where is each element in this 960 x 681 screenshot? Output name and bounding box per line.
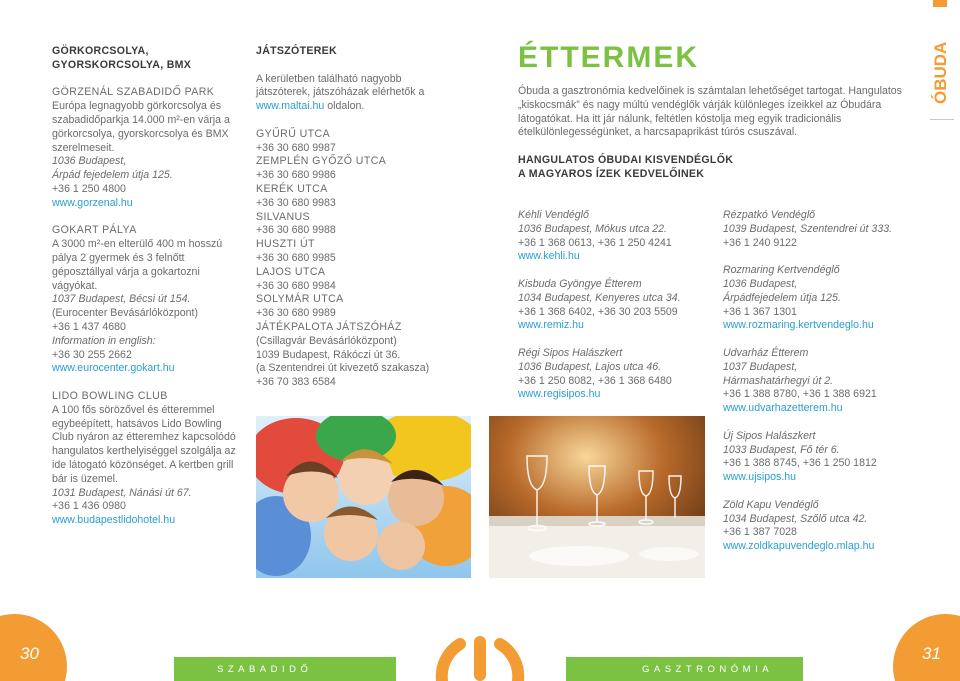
page-number-left: 30	[20, 644, 39, 663]
restaurant-phone: +36 1 368 6402, +36 30 203 5509	[518, 305, 678, 318]
restaurant-name: Új Sipos Halászkert	[723, 429, 816, 442]
playgrounds-intro-text: A kerületben található nagyobb játszóterek, játszóházak elérhetők a	[256, 72, 425, 99]
playgrounds-column	[256, 45, 446, 390]
playgrounds-intro-suffix: oldalon.	[327, 100, 365, 113]
playground-phone: +36 30 680 9989	[256, 307, 336, 320]
restaurant-address-2: Árpádfejedelem útja 125.	[723, 291, 841, 304]
obuda-brand-logo	[926, 36, 954, 106]
playhouse-phone: +36 70 383 6584	[256, 376, 336, 389]
restaurant-phone: +36 1 387 7028	[723, 526, 797, 539]
restaurant-address: 1034 Budapest, Kenyeres utca 34.	[518, 291, 681, 304]
gorzenal-phone: +36 1 250 4800	[52, 182, 126, 195]
playground-name: KERÉK UTCA	[256, 182, 328, 195]
restaurant-address: 1036 Budapest,	[723, 277, 798, 290]
subtitle-line-2: A MAGYAROS ÍZEK KEDVELŐINEK	[518, 167, 705, 180]
gokart-address: 1037 Budapest, Bécsi út 154.	[52, 293, 191, 306]
lido-address: 1031 Budapest, Nánási út 67.	[52, 486, 192, 499]
restaurant-web-link[interactable]: www.remiz.hu	[518, 319, 584, 332]
top-accent-tab	[933, 0, 947, 7]
gokart-info-label: Information in english:	[52, 334, 156, 347]
playground-phone: +36 30 680 9986	[256, 169, 336, 182]
venue-gorzenal: GÖRZENÁL SZABADIDŐ PARK	[52, 86, 215, 99]
restaurant-photo	[489, 416, 705, 578]
playground-phone: +36 30 680 9987	[256, 141, 336, 154]
page-number-right: 31	[922, 644, 941, 663]
restaurant-web-link[interactable]: www.ujsipos.hu	[723, 471, 797, 484]
restaurant-web-link[interactable]: www.kehli.hu	[518, 250, 580, 263]
children-photo	[256, 416, 471, 578]
restaurant-phone: +36 1 250 8082, +36 1 368 6480	[518, 374, 672, 387]
lido-web-link[interactable]: www.budapestlidohotel.hu	[52, 514, 176, 527]
brand-text: ÓBUDA	[931, 41, 950, 104]
gokart-phone: +36 1 437 4680	[52, 320, 126, 333]
playground-phone: +36 30 680 9988	[256, 224, 336, 237]
gokart-web-link[interactable]: www.eurocenter.gokart.hu	[52, 362, 175, 375]
playhouse-name: JÁTÉKPALOTA JÁTSZÓHÁZ	[256, 320, 402, 333]
restaurant-address: 1037 Budapest,	[723, 360, 798, 373]
restaurant-web-link[interactable]: www.zoldkapuvendeglo.mlap.hu	[723, 540, 875, 553]
playground-name: GYŰRŰ UTCA	[256, 127, 331, 140]
restaurant-phone: +36 1 388 8745, +36 1 250 1812	[723, 457, 877, 470]
section-title-playgrounds: JÁTSZÓTEREK	[256, 45, 337, 57]
playgrounds-intro	[256, 73, 446, 114]
gorzenal-address-2: Árpád fejedelem útja 125.	[52, 169, 173, 182]
restaurant-name: Régi Sipos Halászkert	[518, 346, 623, 359]
footer-label-gastronomy: GASZTRONÓMIA	[642, 664, 774, 675]
restaurant-name: Kisbuda Gyöngye Étterem	[518, 277, 642, 290]
restaurant-name: Udvarház Étterem	[723, 346, 809, 359]
restaurant-name: Rozmaring Kertvendéglő	[723, 264, 840, 277]
intro-paragraph: Óbuda a gasztronómia kedvelőinek is számtalan lehetőséget tartogat. Hangulatos „kiskocsmák” és nagy múltú vendéglők várják különleges ízeikkel az Óbudára látogatókat. Ha itt jár nálunk, feltétlen kóstolja meg egyik tradicionális ételkülönlegességünket, a harcsapaprikást túrós csuszával.	[518, 85, 902, 139]
restaurants-list-right	[723, 209, 908, 554]
gokart-description: A 3000 m²-en elterülő 400 m hosszú pálya 2 gyermek és 3 felnőtt géposztállyal várja a gokartozni vágyókat.	[52, 238, 223, 292]
lido-phone: +36 1 436 0980	[52, 500, 126, 513]
restaurant-name: Rézpatkó Vendéglő	[723, 209, 816, 221]
playground-name: SOLYMÁR UTCA	[256, 293, 344, 306]
gorzenal-web-link[interactable]: www.gorzenal.hu	[52, 196, 133, 209]
restaurant-web-link[interactable]: www.regisipos.hu	[518, 388, 601, 401]
restaurant-phone: +36 1 367 1301	[723, 305, 797, 318]
venue-gokart: GOKART PÁLYA	[52, 224, 137, 237]
brand-divider	[930, 119, 954, 120]
playhouse-address: 1039 Budapest, Rákóczi út 36.	[256, 348, 401, 361]
playground-name: ZEMPLÉN GYŐZŐ UTCA	[256, 155, 387, 168]
restaurants-intro	[518, 85, 903, 140]
restaurants-subtitle	[518, 154, 903, 182]
restaurant-address: 1036 Budapest, Mókus utca 22.	[518, 222, 668, 235]
playground-name: LAJOS UTCA	[256, 265, 326, 278]
restaurant-phone: +36 1 388 8780, +36 1 388 6921	[723, 388, 877, 401]
gorzenal-address-1: 1036 Budapest,	[52, 155, 127, 168]
page-title-restaurants: ÉTTERMEK	[518, 41, 699, 74]
playground-name: SILVANUS	[256, 210, 311, 223]
restaurant-name: Zöld Kapu Vendéglő	[723, 498, 819, 511]
restaurant-name: Kéhli Vendéglő	[518, 209, 589, 221]
gorzenal-description: Európa legnagyobb görkorcsolya és szabadidőparkja 14.000 m²-en várja a görkorcsolya, gyorskorcsolya és BMX szerelmeseit.	[52, 100, 230, 154]
sports-column	[52, 45, 238, 528]
restaurant-address: 1034 Budapest, Szőlő utca 42.	[723, 512, 868, 525]
playground-phone: +36 30 680 9983	[256, 196, 336, 209]
restaurant-address-2: Hármashatárhegyi út 2.	[723, 374, 834, 387]
obuda-emblem-icon	[430, 632, 530, 681]
playhouse-note: (Csillagvár Bevásárlóközpont)	[256, 334, 397, 347]
gokart-note: (Eurocenter Bevásárlóközpont)	[52, 307, 199, 320]
restaurants-list-left	[518, 209, 713, 402]
footer-label-leisure: SZABADIDŐ	[217, 664, 313, 675]
playground-name: HUSZTI ÚT	[256, 238, 315, 251]
playground-phone: +36 30 680 9984	[256, 279, 336, 292]
restaurant-web-link[interactable]: www.udvarhazetterem.hu	[723, 402, 843, 415]
restaurant-address: 1033 Budapest, Fő tér 6.	[723, 443, 840, 456]
gokart-info-phone: +36 30 255 2662	[52, 348, 132, 361]
restaurant-address: 1036 Budapest, Lajos utca 46.	[518, 360, 662, 373]
restaurant-web-link[interactable]: www.rozmaring.kertvendeglo.hu	[723, 319, 874, 332]
restaurant-phone: +36 1 368 0613, +36 1 250 4241	[518, 236, 672, 249]
venue-lido-bowling: LIDO BOWLING CLUB	[52, 389, 168, 402]
restaurant-address: 1039 Budapest, Szentendrei út 333.	[723, 222, 893, 235]
lido-description: A 100 fős sörözővel és étteremmel egybeépített, hatsávos Lido Bowling Club nyáron az étteremhez kapcsolódó hangulatos kerthelyiséggel szolgálja az ide látogató közönséget. A kertben grill bár is üzemel.	[52, 403, 236, 485]
maltai-link[interactable]: www.maltai.hu	[256, 100, 325, 113]
playhouse-note-2: (a Szentendrei út kivezető szakasza)	[256, 362, 430, 375]
section-title-skating: GÖRKORCSOLYA, GYORSKORCSOLYA, BMX	[52, 45, 192, 71]
restaurant-phone: +36 1 240 9122	[723, 236, 797, 249]
subtitle-line-1: HANGULATOS ÓBUDAI KISVENDÉGLŐK	[518, 154, 734, 166]
playground-phone: +36 30 680 9985	[256, 251, 336, 264]
